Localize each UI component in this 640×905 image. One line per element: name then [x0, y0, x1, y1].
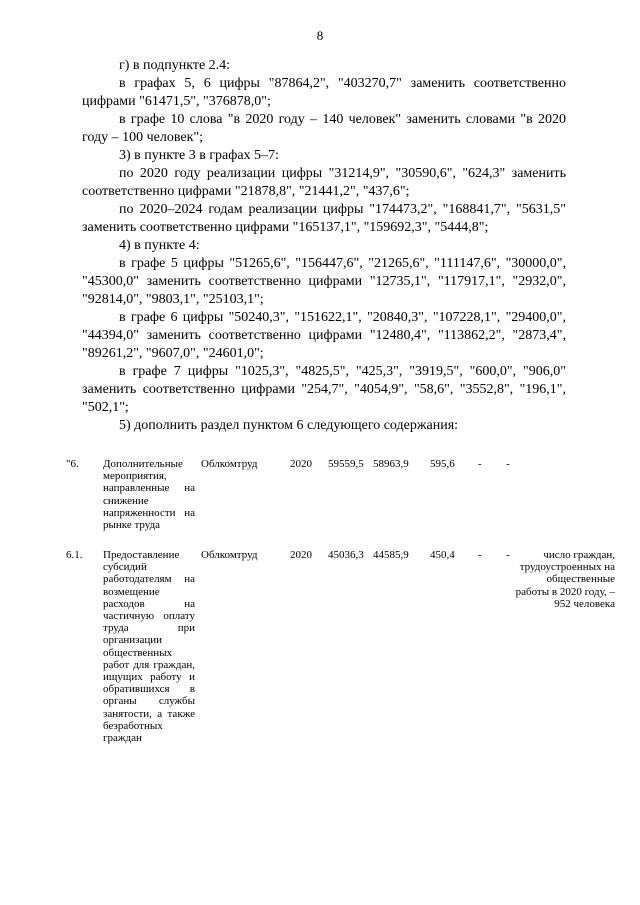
paragraph-column-10: в графе 10 слова "в 2020 году – 140 человек" заменить словами "в 2020 году – 100 человек"; [82, 112, 566, 145]
paragraph-column-6: в графе 6 цифры "50240,3", "151622,1", "20840,3", "107228,1", "29400,0", "44394,0" заменить соответственно цифрами "12480,4", "113862,2", "2873,4", "89261,2", "9607,0", "24601,0"; [82, 310, 566, 361]
total-value: 45036,3 [328, 549, 364, 561]
regional-value: 595,6 [430, 458, 455, 470]
dash-cell: - [478, 458, 482, 470]
paragraph-columns-5-6: в графах 5, 6 цифры "87864,2", "403270,7" заменить соответственно цифрами "61471,5", "376878,0"; [82, 76, 566, 109]
paragraph-subitem-g: г) в подпункте 2.4: [119, 58, 231, 73]
paragraph-column-5: в графе 5 цифры "51265,6", "156447,6", "21265,6", "111147,6", "30000,0", "45300,0" заменить соответственно цифрами "12735,1", "117917,1", "2932,0", "92814,0", "9803,1", "25103,1"; [82, 256, 566, 307]
executor: Облкомтруд [201, 458, 258, 470]
total-value: 59559,5 [328, 458, 364, 470]
row-number: "6. [66, 458, 79, 470]
row-number: 6.1. [66, 549, 83, 561]
year: 2020 [290, 549, 312, 561]
year: 2020 [290, 458, 312, 470]
federal-value: 44585,9 [373, 549, 409, 561]
paragraph-years-2020-2024: по 2020–2024 годам реализации цифры "174473,2", "168841,7", "5631,5" заменить соответственно цифрами "165137,1", "159692,3", "5444,8"; [82, 202, 566, 235]
paragraph-item-5: 5) дополнить раздел пунктом 6 следующего содержания: [119, 418, 459, 433]
document-body [82, 57, 566, 435]
page-number: 8 [316, 28, 324, 43]
measure-name: Дополнительные мероприятия, направленные на снижение напряженности на рынке труда [103, 458, 195, 532]
dash-cell: - [478, 549, 482, 561]
paragraph-year-2020: по 2020 году реализации цифры "31214,9", "30590,6", "624,3" заменить соответственно цифрами "21878,8", "21441,2", "437,6"; [82, 166, 566, 199]
federal-value: 58963,9 [373, 458, 409, 470]
dash-cell: - [506, 549, 510, 561]
paragraph-item-3: 3) в пункте 3 в графах 5–7: [119, 148, 279, 163]
regional-value: 450,4 [430, 549, 455, 561]
paragraph-item-4: 4) в пункте 4: [119, 238, 200, 253]
target-indicator: число граждан, трудоустроенных на общественные работы в 2020 году, – 952 человека [515, 549, 615, 610]
paragraph-column-7: в графе 7 цифры "1025,3", "4825,5", "425,3", "3919,5", "600,0", "906,0" заменить соответственно цифрами "254,7", "4054,9", "58,6", "3552,8", "196,1", "502,1"; [82, 364, 566, 415]
measure-name: Предоставление субсидий работодателям на возмещение расходов на частичную оплату труда при организации общественных работ для граждан, ищущих работу и обратившихся в органы службы занятости, а также безработных граждан [103, 549, 195, 745]
executor: Облкомтруд [201, 549, 258, 561]
dash-cell: - [506, 458, 510, 470]
